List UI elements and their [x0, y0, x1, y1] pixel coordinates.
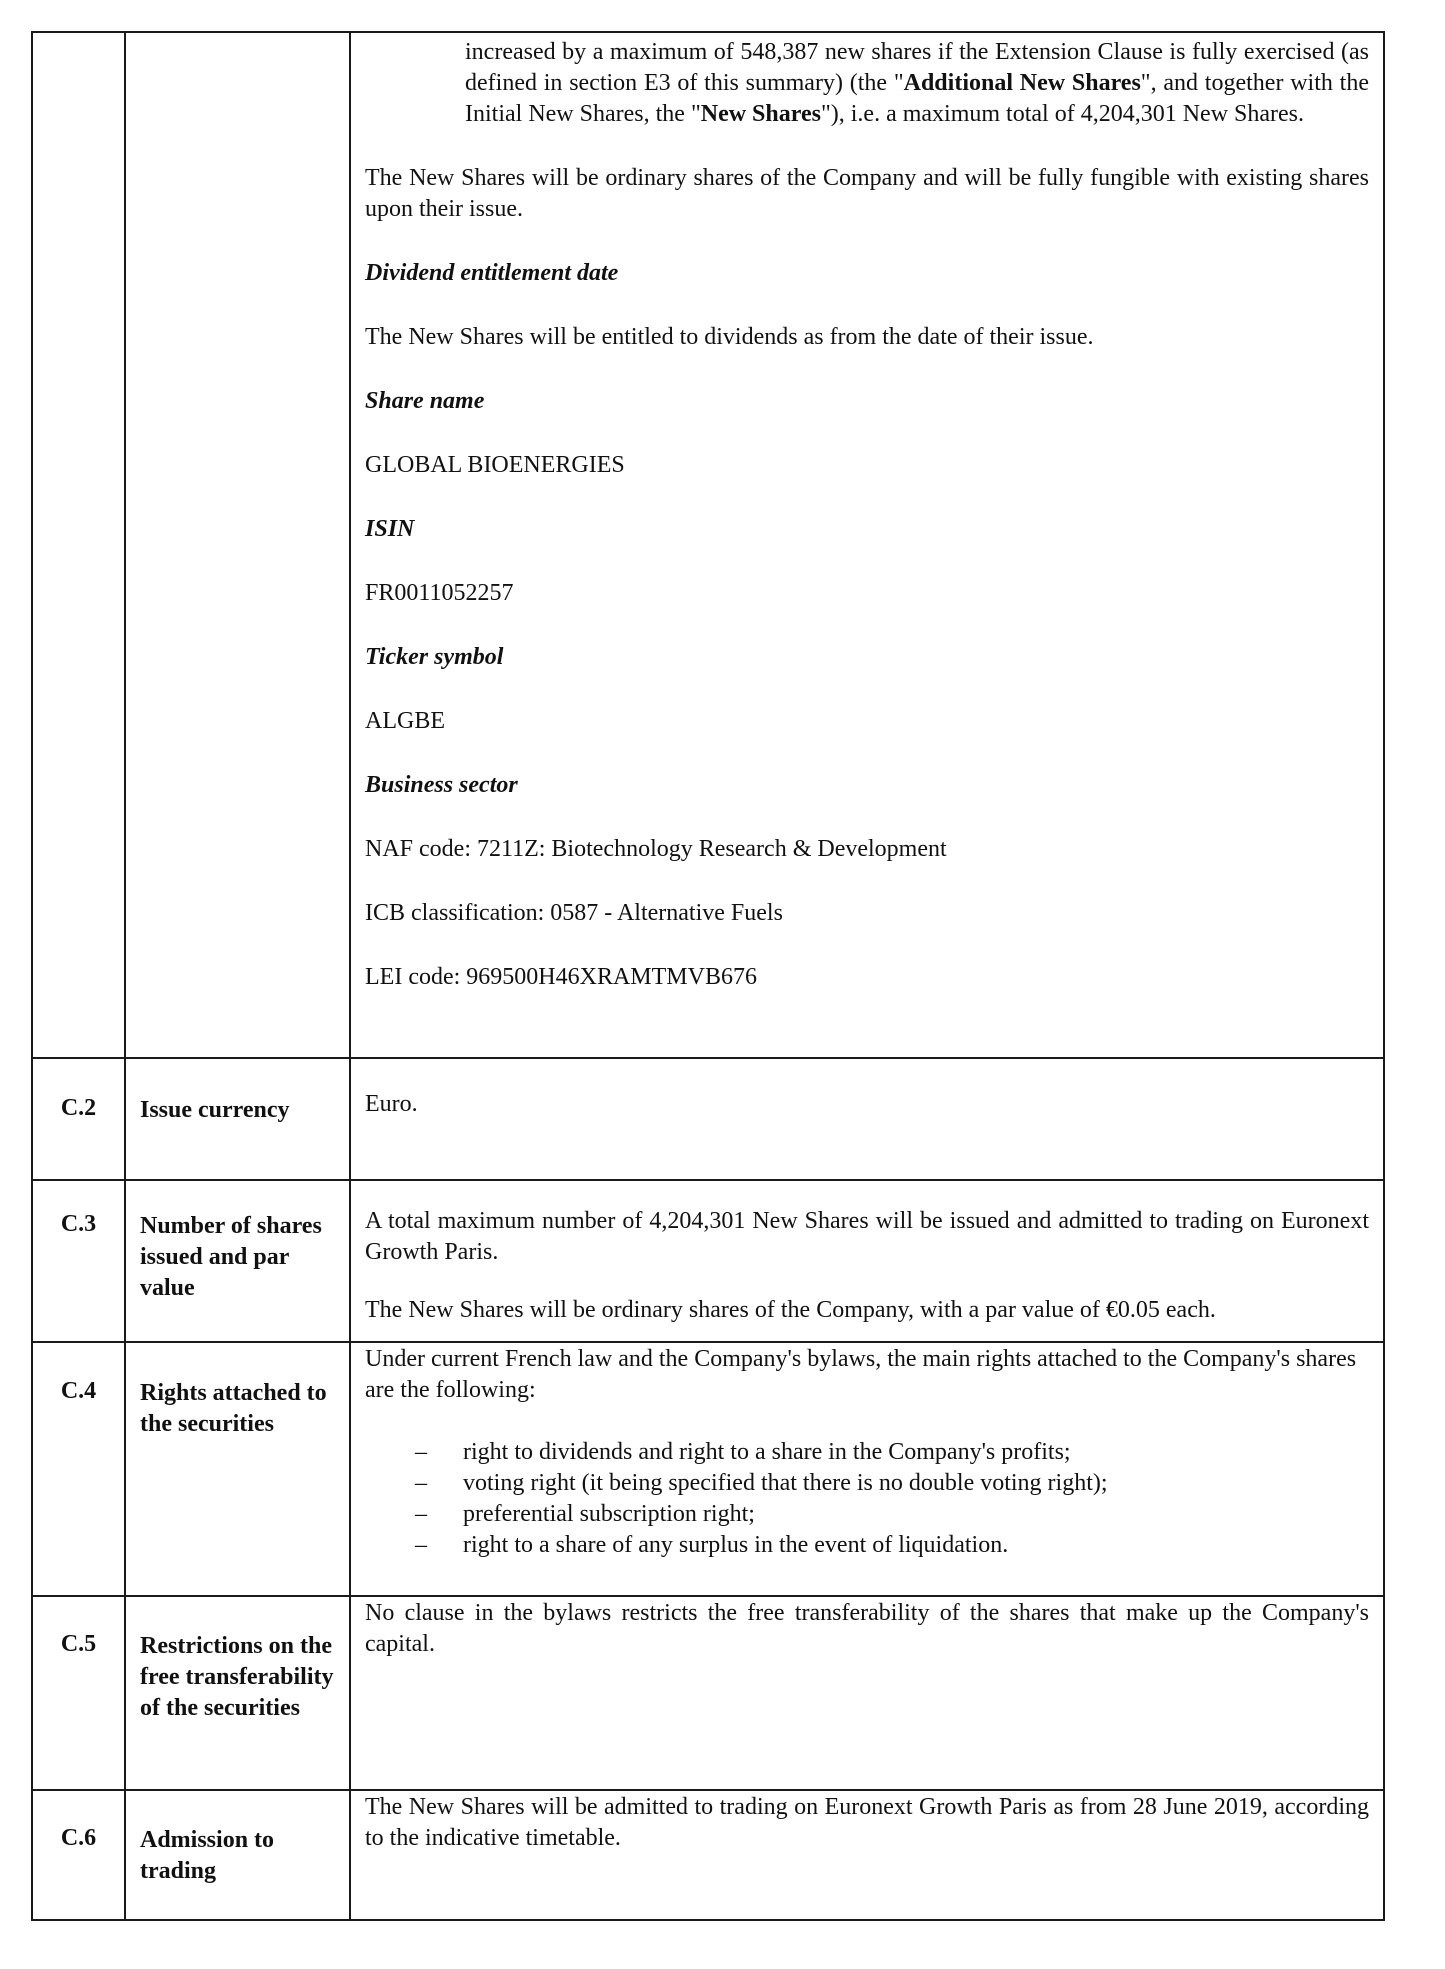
title-c2: Issue currency [125, 1058, 350, 1180]
continued-text: increased by a maximum of 548,387 new shares if the Extension Clause is fully exercised (as defined in section E3 of this summary) (the " [465, 39, 1369, 96]
content-c3 [350, 1180, 1384, 1342]
par-value-text: The New Shares will be ordinary shares of the Company, with a par value of €0.05 each. [365, 1297, 1216, 1323]
code-c3: C.3 [32, 1180, 125, 1342]
isin-heading: ISIN [365, 516, 415, 542]
continued-paragraph [365, 37, 1369, 130]
list-item: – right to a share of any surplus in the event of liquidation. [415, 1530, 1369, 1561]
code-c4: C.4 [32, 1342, 125, 1596]
rights-intro: Under current French law and the Company's bylaws, the main rights attached to the Company's shares are the following: [365, 1346, 1357, 1403]
list-item: – preferential subscription right; [415, 1499, 1369, 1530]
sector-heading: Business sector [365, 772, 518, 798]
list-item: – right to dividends and right to a share in the Company's profits; [415, 1437, 1369, 1468]
code-cell-empty [32, 32, 125, 1058]
dash-bullet-icon: – [415, 1532, 427, 1558]
additional-new-shares-label: Additional New Shares [903, 70, 1141, 96]
title-cell-empty [125, 32, 350, 1058]
new-shares-label: New Shares [700, 101, 821, 127]
title-c5: Restrictions on the free transferability of the securities [125, 1596, 350, 1790]
summary-page [31, 31, 1383, 1921]
code-c2: C.2 [32, 1058, 125, 1180]
icb-classification: ICB classification: 0587 - Alternative Fuels [365, 900, 783, 926]
shares-issued-text: A total maximum number of 4,204,301 New Shares will be issued and admitted to trading on Euronext Growth Paris. [365, 1208, 1369, 1265]
row-c1-continued [32, 32, 1384, 1058]
list-item: – voting right (it being specified that there is no double voting right); [415, 1468, 1369, 1499]
share-name-heading: Share name [365, 388, 485, 414]
content-c5 [350, 1596, 1384, 1790]
row-c2 [32, 1058, 1384, 1180]
lei-code: LEI code: 969500H46XRAMTMVB676 [365, 964, 757, 990]
admission-text: The New Shares will be admitted to trading on Euronext Growth Paris as from 28 June 2019, according to the indicative timetable. [365, 1794, 1369, 1851]
title-c6: Admission to trading [125, 1790, 350, 1920]
dash-bullet-icon: – [415, 1470, 427, 1496]
content-c4 [350, 1342, 1384, 1596]
isin-value: FR0011052257 [365, 580, 514, 606]
fungible-paragraph: The New Shares will be ordinary shares of the Company and will be fully fungible with existing shares upon their issue. [365, 165, 1369, 222]
continued-text-mid: ", and together with the Initial New Shares, the " [465, 70, 1369, 127]
share-name-value: GLOBAL BIOENERGIES [365, 452, 625, 478]
rights-list [365, 1437, 1369, 1561]
dash-bullet-icon: – [415, 1501, 427, 1527]
issue-currency-text: Euro. [365, 1091, 418, 1117]
row-c4 [32, 1342, 1384, 1596]
content-c2 [350, 1058, 1384, 1180]
content-cell [350, 32, 1384, 1058]
dividend-heading: Dividend entitlement date [365, 260, 619, 286]
ticker-value: ALGBE [365, 708, 445, 734]
continued-text-end: "), i.e. a maximum total of 4,204,301 New Shares. [820, 101, 1305, 127]
code-c5: C.5 [32, 1596, 125, 1790]
code-c6: C.6 [32, 1790, 125, 1920]
summary-table [31, 31, 1385, 1921]
content-c6 [350, 1790, 1384, 1920]
title-c3: Number of shares issued and par value [125, 1180, 350, 1342]
title-c4: Rights attached to the securities [125, 1342, 350, 1596]
row-c5 [32, 1596, 1384, 1790]
row-c3 [32, 1180, 1384, 1342]
ticker-heading: Ticker symbol [365, 644, 504, 670]
row-c6 [32, 1790, 1384, 1920]
restrictions-text: No clause in the bylaws restricts the free transferability of the shares that make up the Company's capital. [365, 1600, 1369, 1657]
dash-bullet-icon: – [415, 1439, 427, 1465]
dividend-text: The New Shares will be entitled to dividends as from the date of their issue. [365, 324, 1094, 350]
naf-code: NAF code: 7211Z: Biotechnology Research & Development [365, 836, 947, 862]
